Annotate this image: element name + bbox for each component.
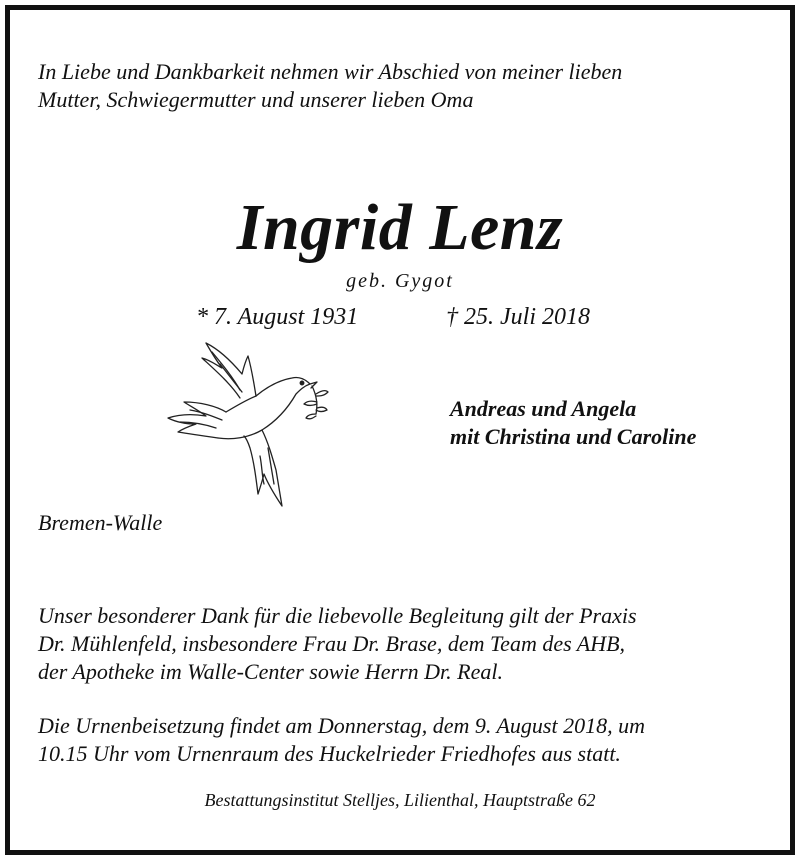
thanks-text bbox=[38, 602, 637, 686]
death-date: † 25. Juli 2018 bbox=[446, 304, 590, 330]
thanks-line: Dr. Mühlenfeld, insbesondere Frau Dr. Brase, dem Team des AHB, bbox=[38, 631, 626, 656]
dove-with-olive-branch-icon bbox=[160, 338, 330, 513]
family-line: mit Christina und Caroline bbox=[450, 424, 697, 449]
burial-text bbox=[38, 712, 645, 768]
deceased-name: Ingrid Lenz bbox=[236, 191, 564, 264]
family-line: Andreas und Angela bbox=[450, 396, 637, 421]
maiden-name: geb. Gygot bbox=[346, 270, 454, 292]
burial-line: Die Urnenbeisetzung findet am Donnerstag, dem 9. August 2018, um bbox=[38, 713, 645, 738]
family-signature bbox=[450, 395, 696, 451]
intro-line: In Liebe und Dankbarkeit nehmen wir Abschied von meiner lieben bbox=[38, 59, 623, 84]
place-name: Bremen-Walle bbox=[38, 510, 163, 535]
undertaker-info: Bestattungsinstitut Stelljes, Lilienthal, Hauptstraße 62 bbox=[204, 790, 596, 810]
birth-date: * 7. August 1931 bbox=[196, 304, 359, 330]
obituary-notice bbox=[5, 5, 795, 855]
burial-line: 10.15 Uhr vom Urnenraum des Huckelrieder Friedhofes aus statt. bbox=[38, 741, 621, 766]
thanks-line: der Apotheke im Walle-Center sowie Herrn Dr. Real. bbox=[38, 659, 503, 684]
thanks-line: Unser besonderer Dank für die liebevolle Begleitung gilt der Praxis bbox=[38, 603, 637, 628]
intro-text bbox=[38, 58, 622, 114]
notice-content bbox=[10, 10, 790, 850]
intro-line: Mutter, Schwiegermutter und unserer lieben Oma bbox=[38, 87, 474, 112]
